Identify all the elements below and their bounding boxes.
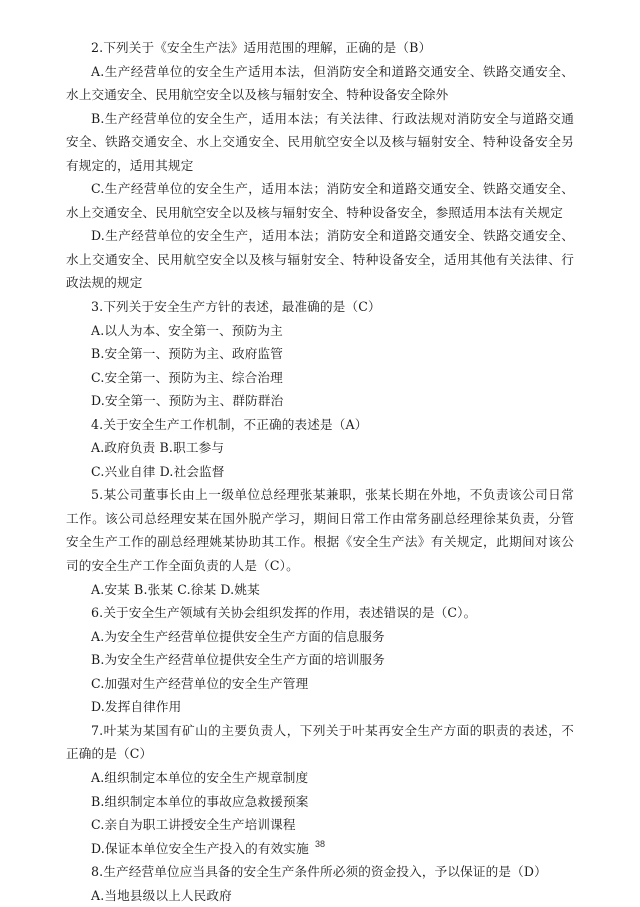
question-4: 4.关于安全生产工作机制，不正确的表述是（A） bbox=[91, 416, 368, 432]
question-6: 6.关于安全生产领域有关协会组织发挥的作用，表述错误的是（C）。 bbox=[91, 605, 477, 621]
question-7: 7.叶某为某国有矿山的主要负责人，下列关于叶某再安全生产方面的职责的表述，不正确的是（C） bbox=[66, 722, 574, 762]
question-4-options-ab: A.政府负责 B.职工参与 bbox=[91, 440, 225, 456]
question-3-option-b: B.安全第一、预防为主、政府监管 bbox=[91, 346, 283, 362]
question-7-option-a: A.组织制定本单位的安全生产规章制度 bbox=[91, 769, 309, 785]
question-2-option-d: D.生产经营单位的安全生产，适用本法；消防安全和道路交通安全、铁路交通安全、水上交通安全、民用航空安全以及核与辐射安全、特种设备安全，适用其他有关法律、行政法规的规定 bbox=[66, 228, 574, 291]
page-number: 38 bbox=[314, 839, 325, 849]
question-6-option-d: D.发挥自律作用 bbox=[91, 699, 182, 715]
page-content bbox=[66, 36, 574, 907]
question-7-option-b: B.组织制定本单位的事故应急救援预案 bbox=[91, 793, 309, 809]
question-6-option-c: C.加强对生产经营单位的安全生产管理 bbox=[91, 675, 309, 691]
question-7-option-c: C.亲自为职工讲授安全生产培训课程 bbox=[91, 817, 296, 833]
question-6-option-a: A.为安全生产经营单位提供安全生产方面的信息服务 bbox=[91, 628, 385, 644]
question-3: 3.下列关于安全生产方针的表述，最准确的是（C） bbox=[91, 299, 381, 315]
question-2-option-b: B.生产经营单位的安全生产，适用本法；有关法律、行政法规对消防安全与道路交通安全、铁路交通安全、水上交通安全、民用航空安全以及核与辐射安全、特种设备安全另有规定的，适用其规定 bbox=[66, 110, 574, 173]
question-2-option-c: C.生产经营单位的安全生产，适用本法；消防安全和道路交通安全、铁路交通安全、水上交通安全、民用航空安全以及核与辐射安全、特种设备安全，参照适用本法有关规定 bbox=[66, 181, 574, 220]
question-5: 5.某公司董事长由上一级单位总经理张某兼职，张某长期在外地，不负责该公司日常工作。该公司总经理安某在国外脱产学习，期间日常工作由常务副总经理徐某负责，分管安全生产工作的副总经理姚某协助其工作。根据《安全生产法》有关规定，此期间对该公司的安全生产工作全面负责的人是（C）。 bbox=[66, 487, 574, 574]
question-2-option-a: A.生产经营单位的安全生产适用本法，但消防安全和道路交通安全、铁路交通安全、水上交通安全、民用航空安全以及核与辐射安全、特种设备安全除外 bbox=[66, 63, 574, 103]
question-7-option-d: D.保证本单位安全生产投入的有效实施 bbox=[91, 840, 309, 856]
question-3-option-d: D.安全第一、预防为主、群防群治 bbox=[91, 393, 284, 409]
question-8-option-a: A.当地县级以上人民政府 bbox=[91, 887, 232, 903]
question-5-options: A.安某 B.张某 C.徐某 D.姚某 bbox=[91, 581, 260, 597]
question-6-option-b: B.为安全生产经营单位提供安全生产方面的培训服务 bbox=[91, 652, 385, 668]
question-2: 2.下列关于《安全生产法》适用范围的理解，正确的是（B） bbox=[91, 40, 432, 55]
question-3-option-c: C.安全第一、预防为主、综合治理 bbox=[91, 369, 283, 385]
question-8: 8.生产经营单位应当具备的安全生产条件所必须的资金投入，予以保证的是（D） bbox=[91, 864, 547, 880]
question-4-options-cd: C.兴业自律 D.社会监督 bbox=[91, 463, 225, 479]
question-3-option-a: A.以人为本、安全第一、预防为主 bbox=[91, 322, 283, 338]
